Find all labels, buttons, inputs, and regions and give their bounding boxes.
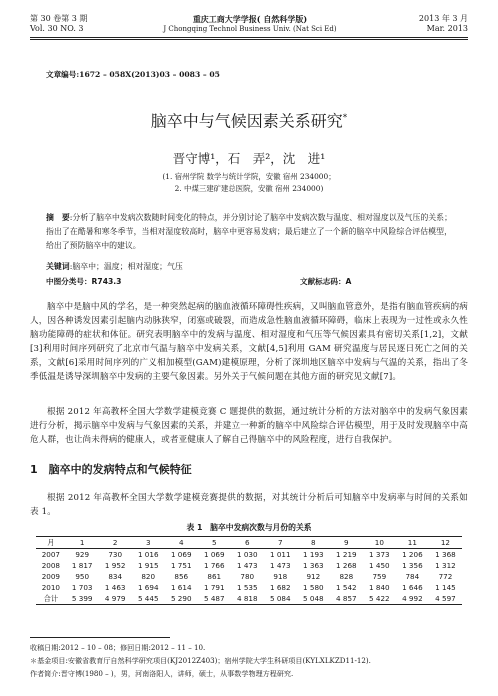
table-cell: 1 368	[435, 550, 456, 559]
table-row	[36, 560, 462, 571]
table-cell: 820	[141, 572, 156, 581]
table-cell: 759	[372, 572, 387, 581]
table-cell: 861	[207, 572, 222, 581]
table-1-container	[36, 536, 462, 605]
table-cell: 856	[174, 572, 189, 581]
table-cell: 1 193	[303, 550, 324, 559]
table-cell: 1 011	[270, 550, 291, 559]
table-cell: 834	[108, 572, 123, 581]
issue-date	[378, 14, 468, 34]
table-cell: 912	[306, 572, 321, 581]
table-cell: 合计	[36, 593, 66, 605]
section-1-heading: 1 脑卒中的发病特点和气候特征	[30, 463, 192, 476]
table-cell: 1 206	[402, 550, 423, 559]
table-cell: 1 542	[336, 583, 357, 592]
table-cell: 5 048	[297, 593, 330, 605]
table-cell: 5 445	[132, 593, 165, 605]
table-cell: 1 580	[303, 583, 324, 592]
table-cell: 2010	[41, 583, 60, 592]
table-header-row	[36, 537, 462, 549]
table-cell: 1 373	[369, 550, 390, 559]
table-row	[36, 571, 462, 582]
table-cell: 1 069	[170, 550, 192, 559]
table-cell: 2007	[41, 550, 60, 559]
issue-date-en: Mar. 2013	[426, 24, 468, 33]
table-cell: 4 597	[429, 593, 462, 605]
table-cell: 772	[438, 572, 453, 581]
affiliation-1: (1. 宿州学院 数学与统计学院，安徽 宿州 234000；	[162, 172, 336, 181]
table-cell: 950	[75, 572, 90, 581]
table-cell: 1 356	[402, 561, 423, 570]
table-1-caption: 表 1 脑卒中发病次数与月份的关系	[186, 523, 312, 532]
table-cell: 1 766	[203, 561, 225, 570]
table-header-cell: 3	[132, 537, 165, 549]
table-cell: 1 473	[270, 561, 291, 570]
table-row	[36, 549, 462, 561]
table-cell: 929	[75, 550, 90, 559]
footnotes	[30, 641, 468, 680]
table-cell: 1 069	[203, 550, 225, 559]
table-header-cell: 10	[363, 537, 396, 549]
table-header-cell: 4	[165, 537, 198, 549]
table-cell: 1 463	[104, 583, 126, 592]
table-header-cell: 9	[330, 537, 363, 549]
journal-name	[140, 14, 360, 34]
journal-volume	[30, 14, 150, 34]
abstract-label: 摘 要	[46, 213, 70, 222]
affiliations	[0, 171, 498, 195]
intro-paragraph-1: 脑卒中是脑中风的学名，是一种突然起病的脑血液循环障碍性疾病，又叫脑血管意外，是指有脑血管疾病的病人，因各种诱发因素引起脑内动脉狭窄，闭塞或破裂，而造成急性脑血液循环障碍，临床上表现为一过性或永久性脑功能障碍的症状和体征。研究表明脑卒中的发病与温度、相对湿度和气压等气候因素具有密切关系[1,2]，文献[3]利用时间序列研究了北京市气温与脑卒中发病关系，文献[4,5]利用 GAM 研究温度与居民逐日死亡之间的关系，文献[6]采用时间序列的广义相加模型(GAM)建模原理，分析了深圳地区脑卒中发病与气温的关系，指出了冬季低温是诱导深圳脑卒中发病的主要气象因素。另外关于气候问题在其他方面的研究见文献[7]。	[30, 302, 468, 382]
header-rule	[30, 37, 468, 38]
table-cell: 828	[339, 572, 354, 581]
journal-name-en: J Chongqing Technol Business Univ. (Nat Sci Ed)	[163, 25, 337, 33]
table-row	[36, 582, 462, 593]
table-cell: 1 268	[336, 561, 357, 570]
section-1-paragraph: 根据 2012 年高教杯全国大学数学建模竞赛提供的数据，对其统计分析后可知脑卒中发病率与时间的关系如表 1。	[30, 493, 468, 517]
table-cell: 5 422	[363, 593, 396, 605]
table-cell: 2009	[41, 572, 60, 581]
table-cell: 1 751	[170, 561, 192, 570]
table-header-cell: 7	[264, 537, 297, 549]
table-cell: 4 818	[231, 593, 264, 605]
document-code: 文献标志码：A	[300, 277, 352, 286]
table-cell: 1 840	[369, 583, 390, 592]
table-cell: 5 487	[198, 593, 231, 605]
table-header-cell: 6	[231, 537, 264, 549]
title-footnote-mark: *	[342, 113, 348, 123]
clc-number: 中图分类号：R743.3	[46, 277, 122, 286]
table-total-row	[36, 593, 462, 605]
affiliation-2: 2. 中煤三建矿建总医院，安徽 宿州 234000)	[174, 184, 324, 193]
footnote-received-date: 收稿日期:2012 – 10 – 08；修回日期:2012 – 11 – 10.	[30, 643, 206, 652]
table-cell: 2008	[41, 561, 60, 570]
footnote-funding: ＊基金项目:安徽省教育厅自然科学研究项目(KJ2012Z403)；宿州学院大学生科研项目(KYLXLKZD11-12).	[30, 656, 371, 665]
table-cell: 1 312	[435, 561, 456, 570]
table-cell: 1 817	[71, 561, 93, 570]
table-cell: 780	[240, 572, 255, 581]
table-1	[36, 536, 462, 605]
table-cell: 5 399	[66, 593, 99, 605]
table-cell: 1 030	[236, 550, 258, 559]
table-header-cell: 12	[429, 537, 462, 549]
table-header-cell: 2	[99, 537, 132, 549]
table-cell: 1 473	[236, 561, 258, 570]
volume-en: Vol. 30 NO. 3	[30, 24, 84, 33]
table-cell: 1 614	[170, 583, 192, 592]
table-cell: 1 694	[137, 583, 159, 592]
table-cell: 1 646	[402, 583, 423, 592]
journal-name-cn: 重庆工商大学学报( 自然科学版)	[192, 14, 308, 24]
keywords-text: :脑卒中；温度；相对湿度；气压	[69, 262, 183, 271]
table-cell: 1 791	[203, 583, 225, 592]
volume-cn: 第 30 卷第 3 期	[30, 14, 88, 23]
table-cell: 1 219	[336, 550, 357, 559]
table-cell: 5 084	[264, 593, 297, 605]
table-cell: 5 290	[165, 593, 198, 605]
issue-date-cn: 2013 年 3 月	[418, 14, 468, 23]
table-header-cell: 11	[396, 537, 429, 549]
table-cell: 1 682	[270, 583, 291, 592]
table-cell: 1 535	[236, 583, 258, 592]
table-header-cell: 月	[36, 537, 66, 549]
table-cell: 784	[405, 572, 420, 581]
table-cell: 1 915	[137, 561, 159, 570]
article-id: 文章编号:1672 – 058X(2013)03 – 0083 – 05	[46, 70, 220, 79]
table-header-cell: 1	[66, 537, 99, 549]
table-cell: 1 450	[369, 561, 390, 570]
abstract-text: :分析了脑卒中发病次数随时间变化的特点，并分别讨论了脑卒中发病次数与温度、相对湿度以及气压的关系；指出了在酷暑和寒冬季节，当相对湿度较高时，脑卒中更容易发病；最后建立了一个新的脑卒中风险综合评估模型，给出了预防脑卒中的建议。	[46, 213, 452, 251]
article-title	[0, 108, 498, 131]
table-cell: 1 145	[435, 583, 456, 592]
table-cell: 1 703	[71, 583, 93, 592]
table-cell: 730	[108, 550, 123, 559]
table-cell: 4 992	[396, 593, 429, 605]
table-cell: 4 979	[99, 593, 132, 605]
authors: 晋守博¹，石 弄²，沈 进¹	[172, 151, 326, 166]
intro-paragraph-2: 根据 2012 年高教杯全国大学数学建模竞赛 C 题提供的数据，通过统计分析的方法对脑卒中的发病气象因素进行分析，揭示脑卒中发病与气象因素的关系，并建立一种新的脑卒中风险综合评估模型，用于及时发现脑卒中高危人群，也让尚未得病的健康人，或者亚健康人了解自己得脑卒中的风险程度，进行自我保护。	[30, 407, 468, 445]
table-header-cell: 5	[198, 537, 231, 549]
table-header-cell: 8	[297, 537, 330, 549]
footnote-rule	[30, 637, 170, 638]
keywords	[46, 260, 452, 273]
table-cell: 1 016	[137, 550, 159, 559]
table-cell: 1 363	[303, 561, 324, 570]
abstract	[46, 211, 452, 254]
table-cell: 4 857	[330, 593, 363, 605]
footnote-author-bio: 作者简介:晋守博(1980 – )，男，河南洛阳人，讲师，硕士，从事数学物理方程研究.	[30, 669, 294, 678]
header-rule-2	[30, 39, 468, 40]
table-cell: 918	[273, 572, 288, 581]
article-title-text: 脑卒中与气候因素关系研究	[150, 111, 343, 131]
keywords-label: 关键词	[46, 262, 70, 271]
table-cell: 1 952	[104, 561, 126, 570]
